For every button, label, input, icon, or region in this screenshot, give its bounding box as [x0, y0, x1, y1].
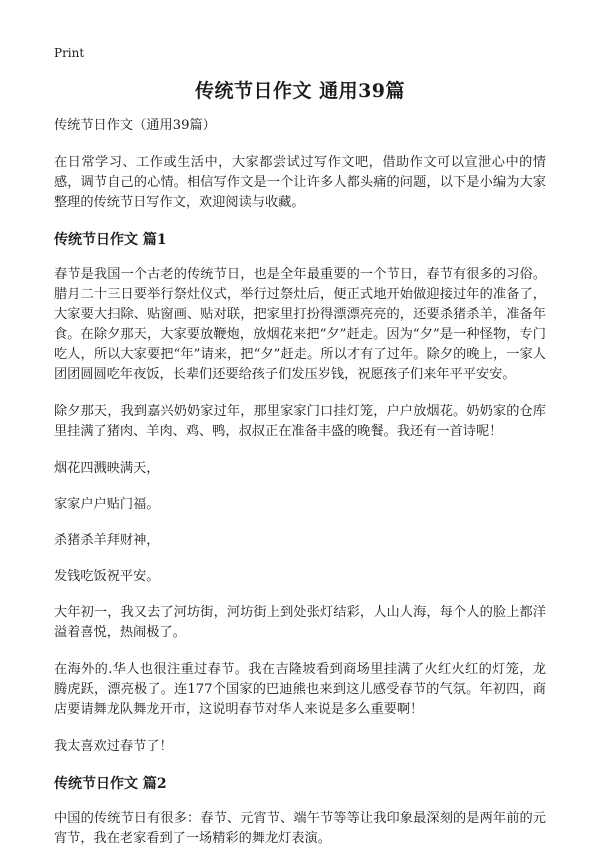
- page-title: 传统节日作文 通用39篇: [194, 80, 406, 102]
- body-paragraph: 在海外的.华人也很注重过春节。我在吉隆坡看到商场里挂满了火红火红的灯笼，龙腾虎跃，漂亮极了。连177个国家的巴迪熊也来到这儿感受春节的气氛。年初四，商店要请舞龙队舞龙开市，这说明春节对华人来说是多么重要啊！: [54, 662, 546, 717]
- section-heading: 传统节日作文 篇2: [54, 776, 167, 792]
- poem-line: 烟花四溅映满天，: [54, 461, 160, 476]
- intro-paragraph: 在日常学习、工作或生活中，大家都尝试过写作文吧，借助作文可以宣泄心中的情感，调节自己的心情。相信写作文是一个让许多人都头痛的问题，以下是小编为大家整理的传统节日写作文，欢迎阅读与收藏。: [54, 155, 546, 210]
- article-subtitle: 传统节日作文（通用39篇）: [54, 118, 216, 133]
- article-body: [54, 116, 546, 866]
- print-link[interactable]: Print: [54, 46, 85, 60]
- body-paragraph: 我太喜欢过春节了！: [54, 739, 173, 754]
- poem-line: 家家户户贴门福。: [54, 497, 160, 512]
- poem-line: 发钱吃饭祝平安。: [54, 569, 160, 584]
- body-paragraph: 除夕那天，我到嘉兴奶奶家过年，那里家家门口挂灯笼，户户放烟花。奶奶家的仓库里挂满了猪肉、羊肉、鸡、鸭，叔叔正在准备丰盛的晚餐。我还有一首诗呢！: [54, 404, 546, 439]
- body-paragraph: 大年初一，我又去了河坊街，河坊街上到处张灯结彩，人山人海，每个人的脸上都洋溢着喜悦，热闹极了。: [54, 605, 546, 640]
- section-heading: 传统节日作文 篇1: [54, 232, 167, 248]
- body-paragraph: 春节是我国一个古老的传统节日，也是全年最重要的一个节日，春节有很多的习俗。腊月二十三日要举行祭灶仪式，举行过祭灶后，便正式地开始做迎接过年的准备了，大家要大扫除、贴窗画、贴对联，把家里打扮得漂漂亮亮的，还要杀猪杀羊，准备年食。在除夕那天，大家要放鞭炮，放烟花来把“夕”赶走。因为“夕”是一种怪物，专门吃人，所以大家要把“年”请来，把“夕”赶走。所以才有了过年。除夕的晚上，一家人团团圆圆吃年夜饭，长辈们还要给孩子们发压岁钱，祝愿孩子们来年平平安安。: [54, 267, 546, 382]
- body-paragraph: 中国的传统节日有很多：春节、元宵节、端午节等等让我印象最深刻的是两年前的元宵节，我在老家看到了一场精彩的舞龙灯表演。: [54, 811, 546, 846]
- poem-line: 杀猪杀羊拜财神，: [54, 533, 160, 548]
